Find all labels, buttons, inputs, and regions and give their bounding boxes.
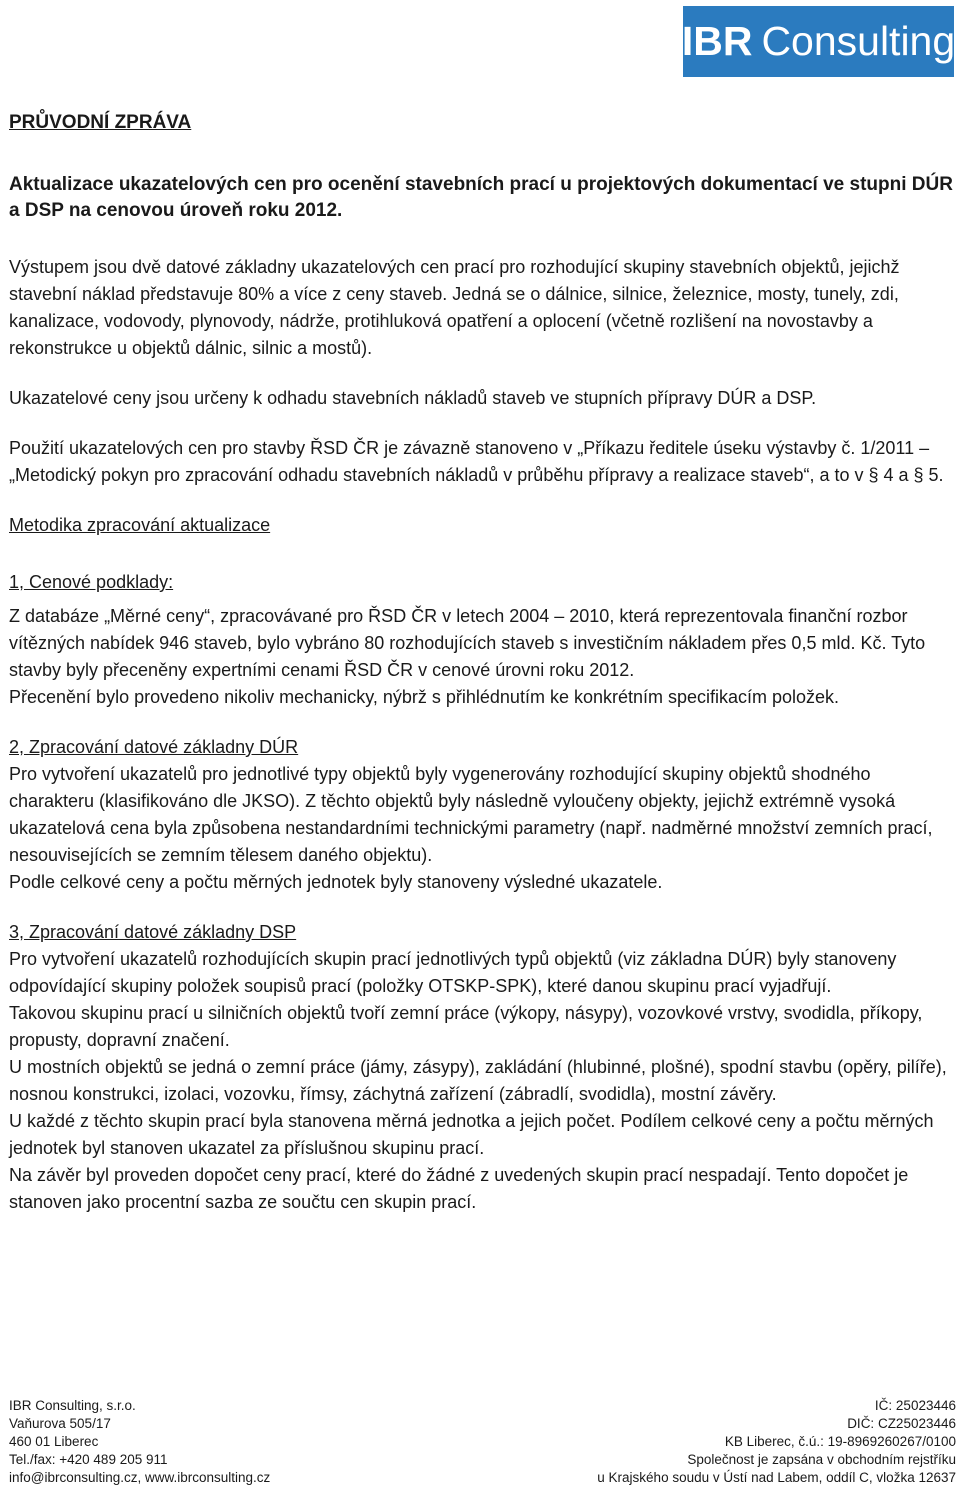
page-footer bbox=[9, 1397, 956, 1487]
company-logo bbox=[683, 6, 954, 77]
document-title: PRŮVODNÍ ZPRÁVA bbox=[9, 112, 192, 133]
section-paragraph: Z databáze „Měrné ceny“, zpracovávané pro ŘSD ČR v letech 2004 – 2010, která reprezentovala finanční rozbor vítězných nabídek 946 staveb, bylo vybráno 80 rozhodujících staveb s investičním nákladem přes 0,5 mld. Kč. Tyto stavby byly přeceněny expertními cenami ŘSD ČR v cenové úrovni roku 2012. bbox=[9, 606, 926, 680]
section-paragraph: Na závěr byl proveden dopočet ceny prací, které do žádné z uvedených skupin prací nespadají. Tento dopočet je stanoven jako procentní sazba ze součtu cen skupin prací. bbox=[9, 1165, 909, 1212]
section-price-sources bbox=[9, 569, 954, 711]
document-subject: Aktualizace ukazatelových cen pro ocenění stavebních prací u projektových dokumentací ve stupni DÚR a DSP na cenovou úroveň roku 2012. bbox=[9, 174, 953, 221]
footer-city: 460 01 Liberec bbox=[9, 1434, 99, 1449]
section-paragraph: Podle celkové ceny a počtu měrných jednotek byly stanoveny výsledné ukazatele. bbox=[9, 872, 663, 892]
section-paragraph: Přecenění bylo provedeno nikoliv mechanicky, nýbrž s přihlédnutím ke konkrétním specifikacím položek. bbox=[9, 687, 840, 707]
section-heading: 3, Zpracování datové základny DSP bbox=[9, 922, 297, 942]
footer-company-name: IBR Consulting, s.r.o. bbox=[9, 1398, 136, 1413]
section-paragraph: Pro vytvoření ukazatelů pro jednotlivé typy objektů byly vygenerovány rozhodující skupiny objektů shodného charakteru (klasifikováno dle JKSO). Z těchto objektů byly následně vyloučeny objekty, jejichž extrémně vysoká ukazatelová cena byla způsobena nestandardními technickými parametry (např. nadměrné množství zemních prací, nesouvisejících se zemním tělesem daného objektu). bbox=[9, 764, 933, 865]
footer-court: u Krajského soudu v Ústí nad Labem, oddíl C, vložka 12637 bbox=[597, 1470, 956, 1485]
section-dur-database bbox=[9, 734, 954, 896]
footer-registry: Společnost je zapsána v obchodním rejstříku bbox=[687, 1452, 956, 1467]
logo-bold-text: IBR bbox=[681, 18, 753, 64]
footer-phone: Tel./fax: +420 489 205 911 bbox=[9, 1452, 168, 1467]
intro-text: Jedná se o dálnice, silnice, železnice, mosty, tunely, zdi, kanalizace, vodovody, plynovody, nádrže, protihluková opatření a oplocení (včetně rozlišení na novostavby a rekonstrukce u objektů dálnic, silnic a mostů). bbox=[9, 284, 899, 358]
section-paragraph: U mostních objektů se jedná o zemní práce (jámy, zásypy), zakládání (hlubinné, plošné), spodní stavbu (opěry, pilíře), nosnou konstrukci, izolaci, vozovku, římsy, záchytná zařízení (zábradlí, svodidla), mostní závěry. bbox=[9, 1057, 947, 1104]
usage-paragraph: Použití ukazatelových cen pro stavby ŘSD ČR je závazně stanoveno v „Příkazu ředitele úseku výstavby č. 1/2011 – „Metodický pokyn pro zpracování odhadu stavebních nákladů v průběhu přípravy a realizace staveb“, a to v § 4 a § 5. bbox=[9, 438, 944, 485]
section-paragraph: Pro vytvoření ukazatelů rozhodujících skupin prací jednotlivých typů objektů (viz základna DÚR) byly stanoveny odpovídající skupiny položek soupisů prací (položky OTSKP-SPK), které danou skupinu prací vyjadřují. bbox=[9, 949, 897, 996]
section-paragraph: U každé z těchto skupin prací byla stanovena měrná jednotka a jejich počet. Podílem celkové ceny a počtu měrných jednotek byl stanoven ukazatel za příslušnou skupinu prací. bbox=[9, 1111, 934, 1158]
footer-bank: KB Liberec, č.ú.: 19-8969260267/0100 bbox=[724, 1434, 956, 1449]
footer-email-web: info@ibrconsulting.cz, www.ibrconsulting.cz bbox=[9, 1470, 271, 1485]
footer-street: Vaňurova 505/17 bbox=[9, 1416, 111, 1431]
intro-paragraph bbox=[9, 254, 954, 362]
section-heading: 1, Cenové podklady: bbox=[9, 572, 174, 592]
intro-text-sans: Výstupem jsou dvě datové základny ukazatelových cen prací pro rozhodující skupiny stavebních objektů, jejichž stavební náklad představuje 80% a více z ceny staveb. bbox=[9, 257, 900, 304]
section-dsp-database bbox=[9, 919, 954, 1216]
document-body bbox=[9, 110, 954, 1239]
section-paragraph: Takovou skupinu prací u silničních objektů tvoří zemní práce (výkopy, násypy), vozovkové vrstvy, svodidla, příkopy, propusty, dopravní značení. bbox=[9, 1003, 923, 1050]
footer-dic: DIČ: CZ25023446 bbox=[847, 1416, 956, 1431]
purpose-paragraph: Ukazatelové ceny jsou určeny k odhadu stavebních nákladů staveb ve stupních přípravy DÚR a DSP. bbox=[9, 388, 817, 408]
logo-text: Consulting bbox=[761, 18, 956, 64]
footer-ic: IČ: 25023446 bbox=[874, 1398, 956, 1413]
methodology-heading: Metodika zpracování aktualizace bbox=[9, 515, 271, 535]
section-heading: 2, Zpracování datové základny DÚR bbox=[9, 737, 299, 757]
